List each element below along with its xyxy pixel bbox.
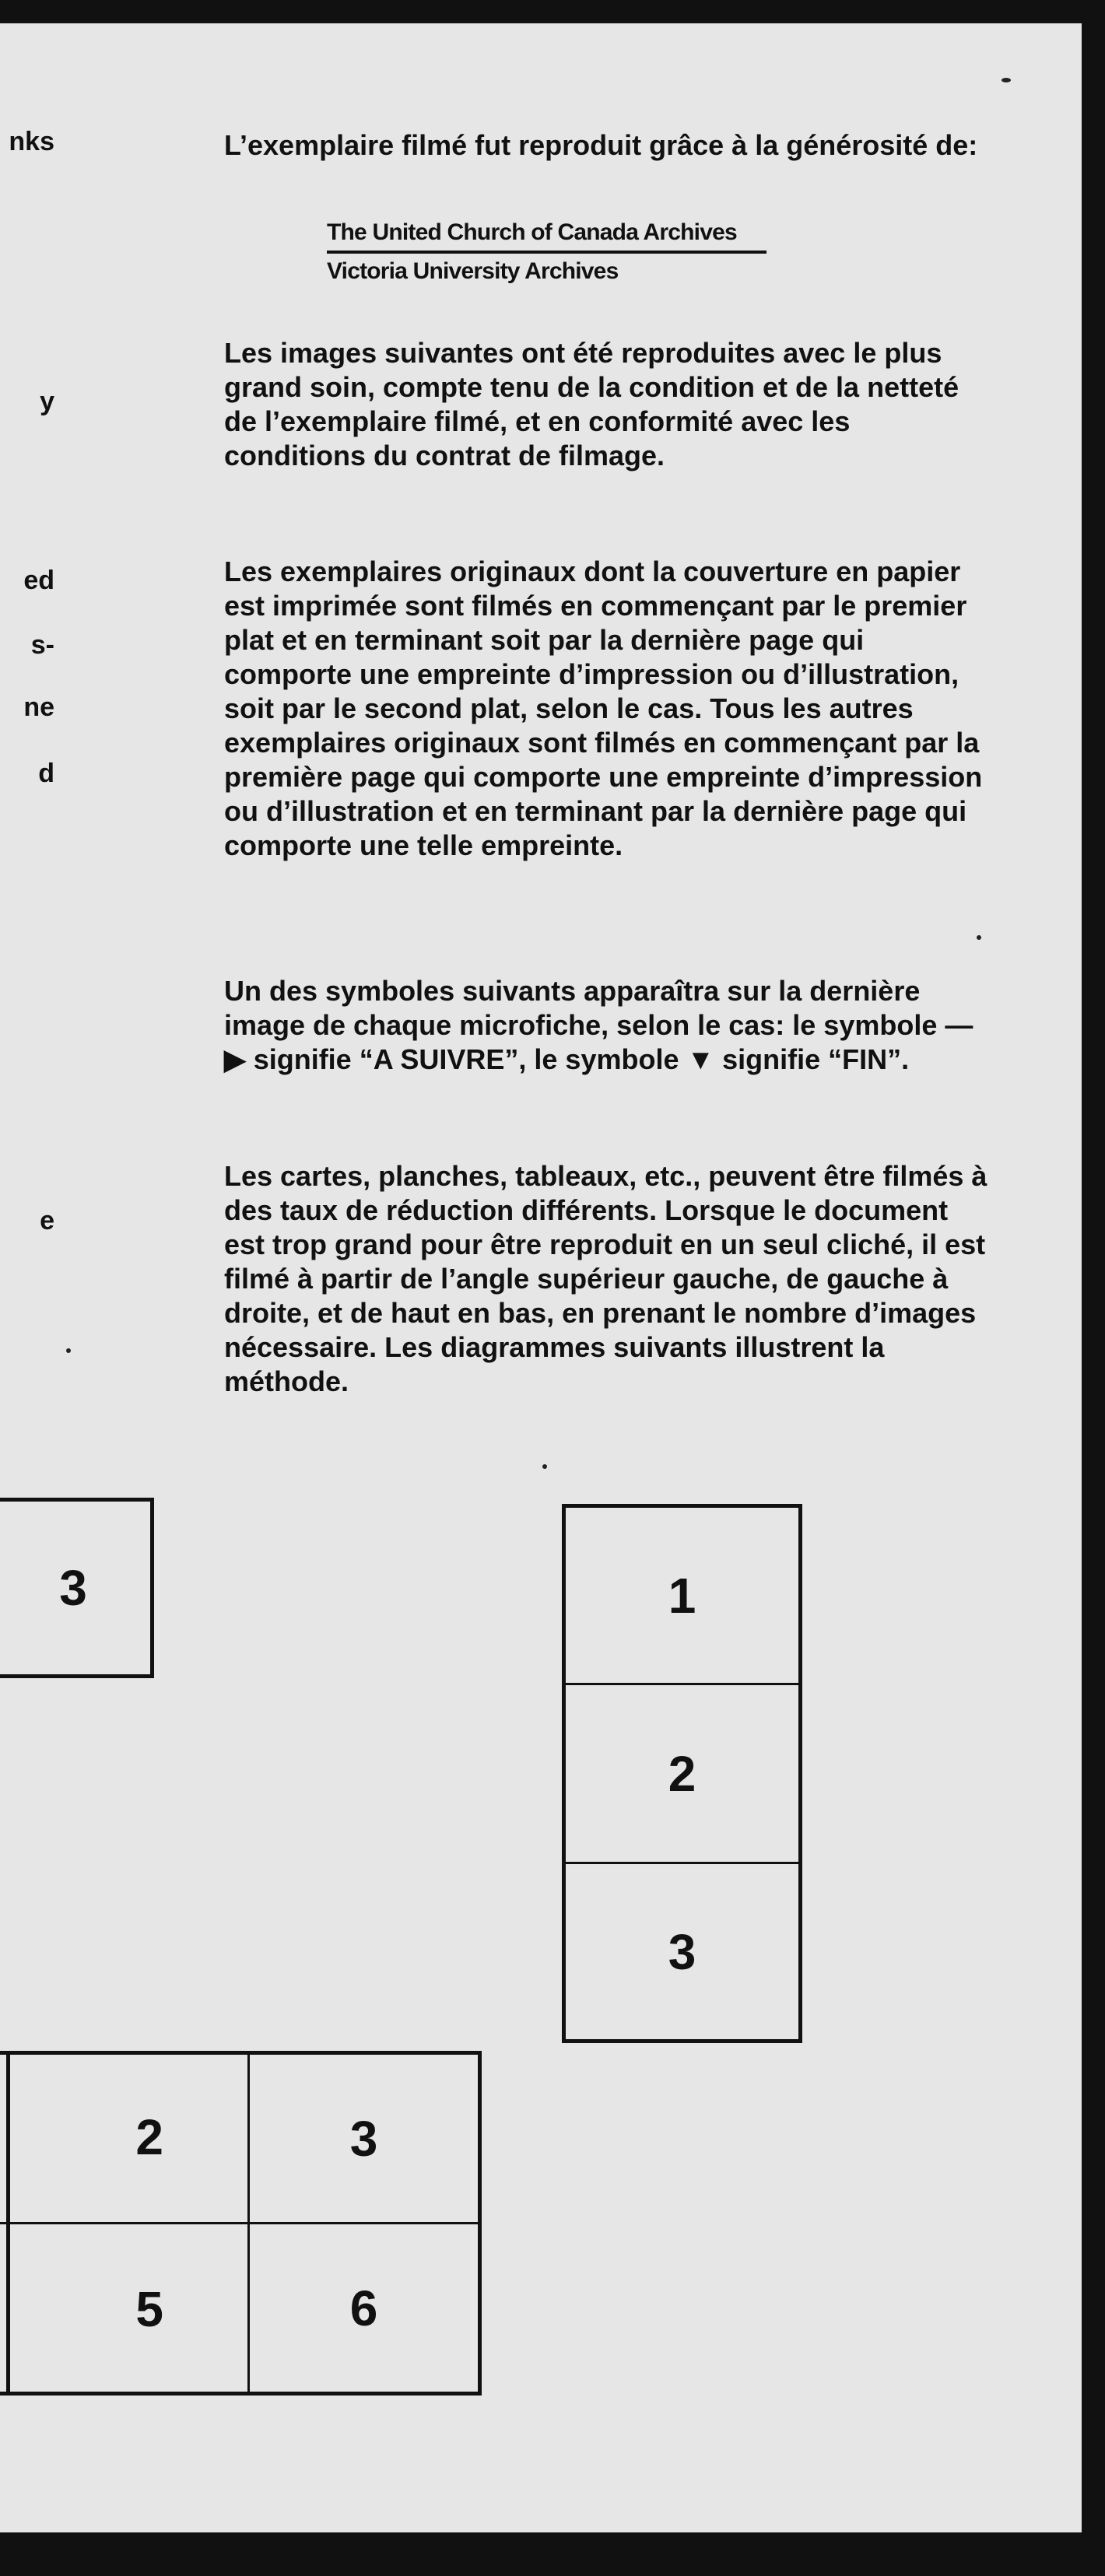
left-fragment: nks: [9, 127, 54, 156]
credits-block: [327, 219, 766, 285]
speck: [1002, 78, 1011, 82]
document-page: [0, 23, 1082, 2532]
speck: [542, 1464, 547, 1469]
diagram-number: 6: [349, 2280, 378, 2336]
diagram-number: 2: [668, 1745, 696, 1802]
paragraph-1: Les images suivantes ont été reproduites avec le plus grand soin, compte tenu de la condition et de la netteté de l’exemplaire filmé, et en conformité avec les conditions du contrat de filmage.: [224, 337, 959, 471]
diagram-number: 1: [668, 1567, 696, 1624]
diagram-box-left: [0, 1498, 154, 1678]
diagram-number: 3: [59, 1560, 87, 1616]
left-fragment: d: [38, 759, 54, 788]
grid-cell-6: [247, 2222, 482, 2396]
grid-left-labels: [0, 2051, 247, 2396]
diagram-number: 3: [668, 1923, 696, 1980]
left-fragment: s-: [30, 630, 54, 660]
left-fragment: y: [40, 387, 54, 416]
paragraph-4: Les cartes, planches, tableaux, etc., peuvent être filmés à des taux de réduction différents. Lorsque le document est trop grand pour être reproduit en un seul cliché, il est filmé à partir de l’angle supérieur gauche, de gauche à droite, et de haut en bas, en prenant le nombre d’images nécessaire. Les diagrammes suivants illustrent la méthode.: [224, 1160, 987, 1397]
diagram-number: 5: [135, 2281, 163, 2338]
left-fragment: e: [40, 1206, 54, 1235]
grid-divider: [6, 2051, 10, 2396]
credit-line-1: The United Church of Canada Archives: [327, 219, 766, 254]
diagram-vertical-cell-1: [562, 1504, 802, 1685]
diagram-number: 2: [135, 2108, 163, 2165]
diagram-vertical-cell-2: [562, 1683, 802, 1864]
paragraph-3: Un des symboles suivants apparaîtra sur la dernière image de chaque microfiche, selon le cas: le symbole —▶ signifie “A SUIVRE”, le symbole ▼ signifie “FIN”.: [224, 975, 973, 1075]
speck: [66, 1348, 71, 1353]
left-fragment: ed: [23, 566, 54, 595]
speck: [977, 935, 981, 940]
paragraph-2: Les exemplaires originaux dont la couverture en papier est imprimée sont filmés en commençant par le premier plat et en terminant soit par la dernière page qui comporte une empreinte d’impression ou d’illustration, soit par le second plat, selon le cas. Tous les autres exemplaires originaux sont filmés en commençant par la première page qui comporte une empreinte d’impression ou d’illustration et en terminant par la dernière page qui comporte une telle empreinte.: [224, 556, 983, 861]
diagram-vertical-cell-3: [562, 1862, 802, 2043]
intro-text: L’exemplaire filmé fut reproduit grâce à la générosité de:: [224, 129, 978, 161]
credit-line-2: Victoria University Archives: [327, 258, 619, 284]
diagram-number: 3: [349, 2110, 378, 2167]
left-fragment: ne: [23, 692, 54, 722]
grid-cell-2: [247, 2051, 482, 2224]
